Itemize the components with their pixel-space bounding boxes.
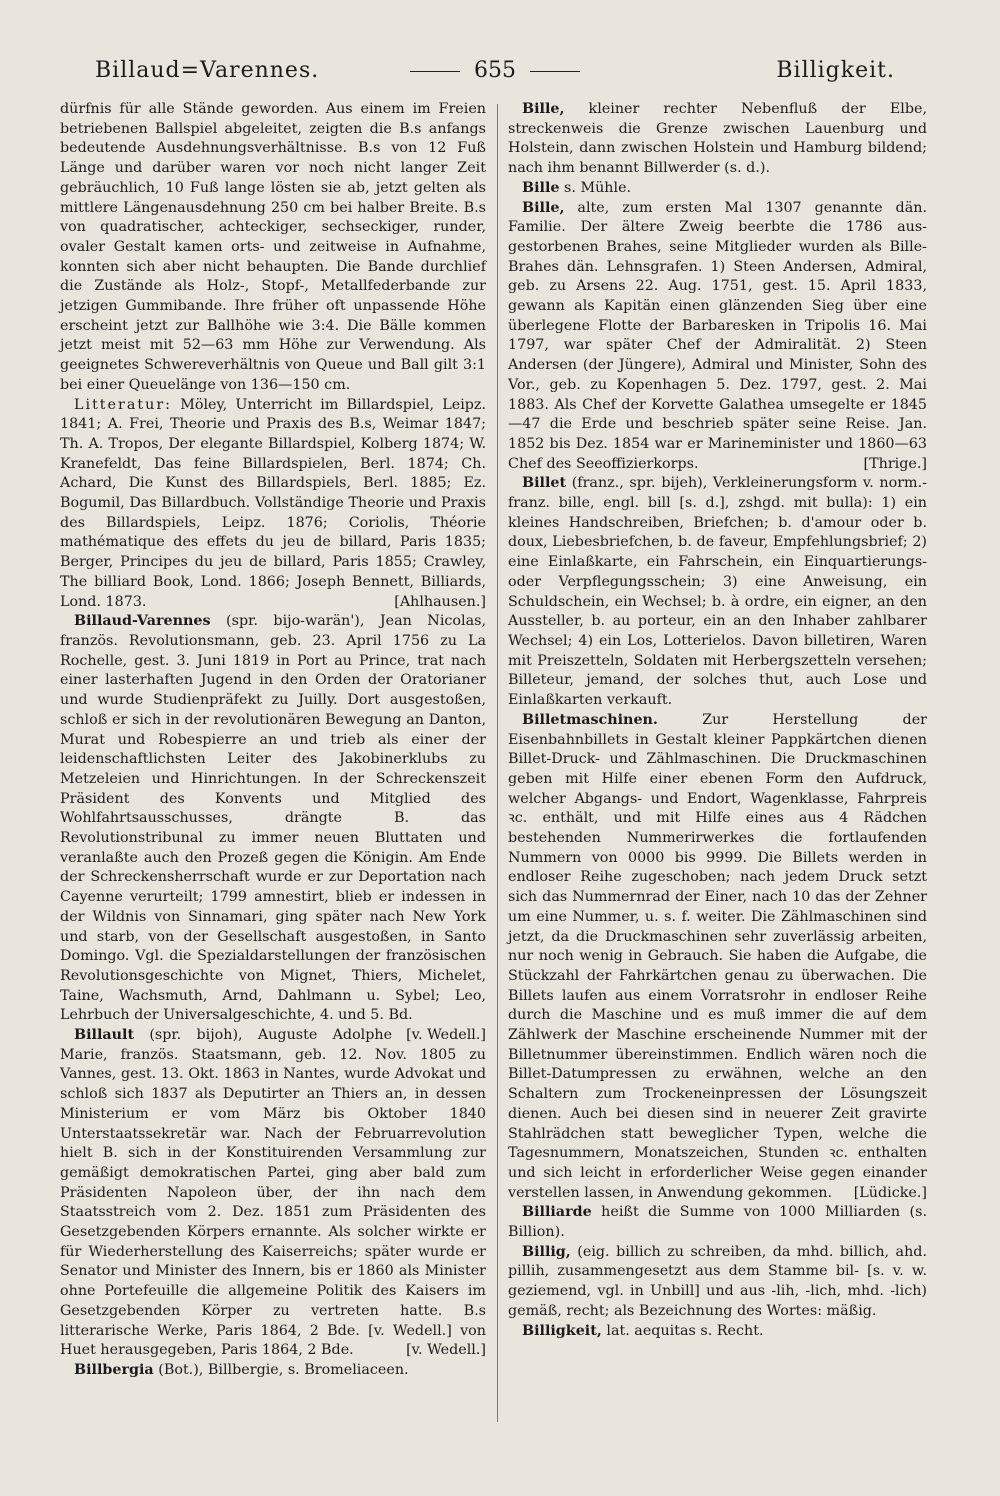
headword: Billetmaschinen.: [522, 711, 658, 728]
author-signature: [v. Wedell.]: [406, 1342, 486, 1359]
page-number-line: [95, 58, 895, 83]
column-divider: [497, 104, 498, 1422]
entry-billiarde: Billiarde heißt die Summe von 1000 Milliarden (s. Billion).: [508, 1204, 927, 1241]
headword: Bille,: [522, 199, 565, 216]
entry-billbergia: Billbergia (Bot.), Billbergie, s. Bromeliaceen.: [74, 1362, 409, 1378]
literature-label: Litteratur:: [74, 396, 172, 413]
rule-right: [530, 71, 580, 72]
headword: Bille,: [522, 101, 565, 117]
entry-billet: Billet (franz., spr. bijeh), Verkleinerungsform v. norm.-franz. bille, engl. bill [s. d.], zshgd. mit bulla): 1) ein kleines Handschreiben, Briefchen; b. d'amour oder b. doux, Liebesbriefchen, b. de faveur, Empfehlungsbrief; 2) eine Einlaßkarte, ein Fahrschein, ein Einquartierungs- oder Verpflegungsschein; 3) eine Anweisung, ein Schuldschein, ein Wechsel; b. à ordre, ein eigner, an den Aussteller, b. au porteur, ein an den Inhaber zahlbarer Wechsel; 4) ein Los, Lotterielos. Davon billetiren, Waren mit Preiszetteln, Soldaten mit Herbergszetteln versehen; Billeteur, jemand, der solches thut, auch Lose und Einlaßkarten verkauft.: [508, 475, 927, 709]
author-signature: [Ahlhausen.]: [394, 593, 486, 610]
entry-bille-river: Bille, kleiner rechter Nebenfluß der Elbe, streckenweis die Grenze zwischen Lauenburg und Holstein, dann zwischen Holstein und Hamburg bildend; nach ihm benannt Billwerder (s. d.).: [508, 101, 927, 177]
headword: Billbergia: [74, 1362, 154, 1378]
right-column: [508, 100, 927, 1341]
headword: Billet: [522, 475, 567, 492]
headword: Billault: [74, 1027, 135, 1044]
entry-bille-family: Bille, alte, zum ersten Mal 1307 genannte dän. Familie. Der ältere Zweig beerbte die 1786 aus- gestorbenen Brahes, seine Mitglieder wurden als Bille-Brahes dän. Lehnsgrafen. 1) Steen Andersen, Admiral, geb. zu Arsens 22. Aug. 1751, gest. 15. April 1833, gewann als Kapitän einen glänzenden Sieg über eine überlegene Flotte der Barbaresken in Tripolis 16. Mai 1797, war später Chef der Admiralität. 2) Steen Andersen (der Jüngere), Admiral und Minister, Sohn des Vor., geb. zu Kopenhagen 5. Dez. 1797, gest. 2. Mai 1883. Als Chef der Korvette Galathea umsegelte er 1845—47 die Erde und beschrieb später seine Reise. Jan. 1852 bis Dez. 1854 war er Marineminister und 1860—63 Chef des Seeoffizierkorps. [Thrige.]: [508, 199, 927, 475]
entry-billaud-varennes: Billaud-Varennes (spr. bijo-warän'), Jean Nicolas, französ. Revolutionsmann, geb. 23. April 1756 zu La Rochelle, gest. 3. Juni 1819 in Port au Prince, trat nach einer lasterhaften Jugend in den Orden der Oratorianer und wurde Studienpräfekt zu Juilly. Dort ausgestoßen, schloß er sich in der revolutionären Bewegung an Danton, Murat und Robespierre an und trieb als einer der leidenschaftlichsten Leiter des Jakobinerklubs zu Metzeleien und Hinrichtungen. In der Schreckenszeit Präsident des Konvents und Mitglied des Wohlfahrtsausschusses, drängte B. das Revolutionstribunal zu immer neuen Bluttaten und veranlaßte auch den Prozeß gegen die Königin. Am Ende der Schreckensherrschaft wurde er zur Deportation nach Cayenne verurteilt; 1799 amnestirt, blieb er indessen in der Wildnis von Sinnamari, ging später nach New York und starb, von der Gesellschaft ausgestoßen, in Santo Domingo. Vgl. die Spezialdarstellungen der französischen Revolutionsgeschichte von Mignet, Thiers, Michelet, Taine, Wachsmuth, Arnd, Dahlmann u. Sybel; Leo, Lehrbuch der Universalgeschichte, 4. und 5. Bd. [v. Wedell.]: [60, 612, 486, 1026]
entry-billetmaschinen: Billetmaschinen. Zur Herstellung der Eisenbahnbillets in Gestalt kleiner Pappkärtchen dienen Billet-Druck- und Zählmaschinen. Die Druckmaschinen geben mit Hilfe einer ebenen Form den Aufdruck, welcher Abgangs- und Endort, Wagenklasse, Fahrpreis ꝛc. enthält, und mit Hilfe eines aus 4 Rädchen bestehenden Nummerirwerkes die fortlaufenden Nummern von 0000 bis 9999. Die Billets werden in endloser Reihe zugeschoben; nach jedem Druck setzt sich das Nummernrad der Einer, nach 10 das der Zehner um eine Nummer, u. s. f. weiter. Die Zählmaschinen sind jetzt, da die Druckmaschinen sehr zuverlässig arbeiten, nur noch wenig in Gebrauch. Sie haben die Aufgabe, die Stückzahl der Fahrkärtchen genau zu überwachen. Die Billets laufen aus einem Vorratsrohr in endloser Reihe durch die Maschine und es muß immer die auf dem Zählwerk der Maschine erscheinende Nummer mit der Billetnummer übereinstimmen. Endlich wären noch die Billet-Datumpressen zu erwähnen, welche an den Schaltern zum Trockeneinpressen der Lösungszeit dienen. Auch bei diesen sind in neuerer Zeit gravirte Stahlrädchen statt beweglicher Typen, welche die Tagesnummern, Monatszeichen, Stunden ꝛc. enthalten und sich leicht in erforderlicher Weise gegen einander verstellen lassen, in Anwendung gekommen. [Lüdicke.]: [508, 711, 927, 1204]
headword: Billiarde: [522, 1204, 592, 1221]
running-header: [95, 58, 895, 94]
author-signature: [v. Wedell.]: [406, 1027, 486, 1044]
author-signature: [Thrige.]: [863, 455, 927, 472]
header-right-catchword: Billigkeit.: [776, 58, 895, 83]
rule-left: [410, 71, 460, 72]
headword: Billigkeit,: [522, 1322, 602, 1339]
header-left-catchword: Billaud=Varennes.: [95, 58, 320, 83]
entry-billard-continuation: dürfnis für alle Stände geworden. Aus einem im Freien betriebenen Ballspiel abgeleitet, zeigten die B.s anfangs bedeutende Ausdehnungsverhältnisse. B.s von 12 Fuß Länge und darüber waren vor noch nicht langer Zeit gebräuchlich, 10 Fuß lange lösten sie ab, jetzt gelten als mittlere Längenausdehnung 250 cm bei halber Breite. B.s von quadratischer, achteckiger, sechseckiger, runder, ovaler Gestalt kamen orts- und zeitweise in Aufnahme, konnten sich aber nicht behaupten. Die Bande durchlief die Zustände als Holz-, Stopf-, Metallfederbande zur jetzigen Gummibande. Ihre früher oft unpassende Höhe erscheint jetzt zur Ballhöhe wie 3:4. Die Bälle kommen jetzt meist mit 52—63 mm Höhe zur Verwendung. Als geeignetes Schwereverhältnis von Queue und Ball gilt 3:1 bei einer Queuelänge von 136—150 cm.: [60, 101, 486, 393]
entry-billigkeit: Billigkeit, lat. aequitas s. Recht.: [522, 1322, 764, 1339]
headword: Billig,: [522, 1243, 571, 1260]
author-signature: [Lüdicke.]: [853, 1184, 927, 1201]
entry-billault: Billault (spr. bijoh), Auguste Adolphe Marie, französ. Staatsmann, geb. 12. Nov. 1805 zu Vannes, gest. 13. Okt. 1863 in Nantes, wurde Advokat und schloß sich 1837 als Deputirter an Thiers an, in dessen Ministerium er vom März bis Oktober 1840 Unterstaatssekretär war. Nach der Februarrevolution hielt B. sich in der Konstituirenden Versammlung zur gemäßigt demokratischen Partei, ging aber bald zum Präsidenten Napoleon über, der ihn nach dem Staatsstreich vom 2. Dez. 1851 zum Präsidenten des Gesetzgebenden Körpers ernannte. Als solcher wirkte er für Wiederherstellung des Kaiserreichs; später wurde er Senator und Minister des Innern, bis er 1860 als Minister ohne Portefeuille die allgemeine Politik des Kaisers im Gesetzgebenden Körper zu vertreten hatte. B.s litterarische Werke, Paris 1864, 2 Bde. [v. Wedell.] von Huet herausgegeben, Paris 1864, 2 Bde. [v. Wedell.]: [60, 1026, 486, 1361]
headword: Bille: [522, 179, 560, 196]
headword: Billaud-Varennes: [74, 613, 211, 630]
left-column: [60, 100, 486, 1381]
entry-billig: Billig, (eig. billich zu schreiben, da mhd. billich, ahd. pillih, zusammengesetzt aus dem Stamme bil- [s. v. w. geziemend, vgl. in Unbill] und aus -lih, -lich, mhd. -lich) gemäß, recht; als Bezeichnung des Wortes: mäßig.: [508, 1243, 927, 1319]
entry-billard-literature: Litteratur: Möley, Unterricht im Billardspiel, Leipz. 1841; A. Frei, Theorie und Praxis des B.s, Weimar 1847; Th. A. Tropos, Der elegante Billardspiel, Kolberg 1874; W. Kranefeldt, Das feine Billardspielen, Berl. 1874; Ch. Achard, Die Kunst des Billardspiels, Berl. 1885; Ez. Bogumil, Das Billardbuch. Vollständige Theorie und Praxis des Billardspiels, Leipz. 1876; Coriolis, Théorie mathématique des effets du jeu de billard, Paris 1835; Berger, Principes du jeu de billard, Paris 1855; Crawley, The billiard Book, Lond. 1866; Joseph Bennett, Billiards, Lond. 1873. [Ahlhausen.]: [60, 396, 486, 613]
entry-bille-crossref: Bille s. Mühle.: [522, 179, 632, 196]
page-number: 655: [474, 58, 516, 83]
